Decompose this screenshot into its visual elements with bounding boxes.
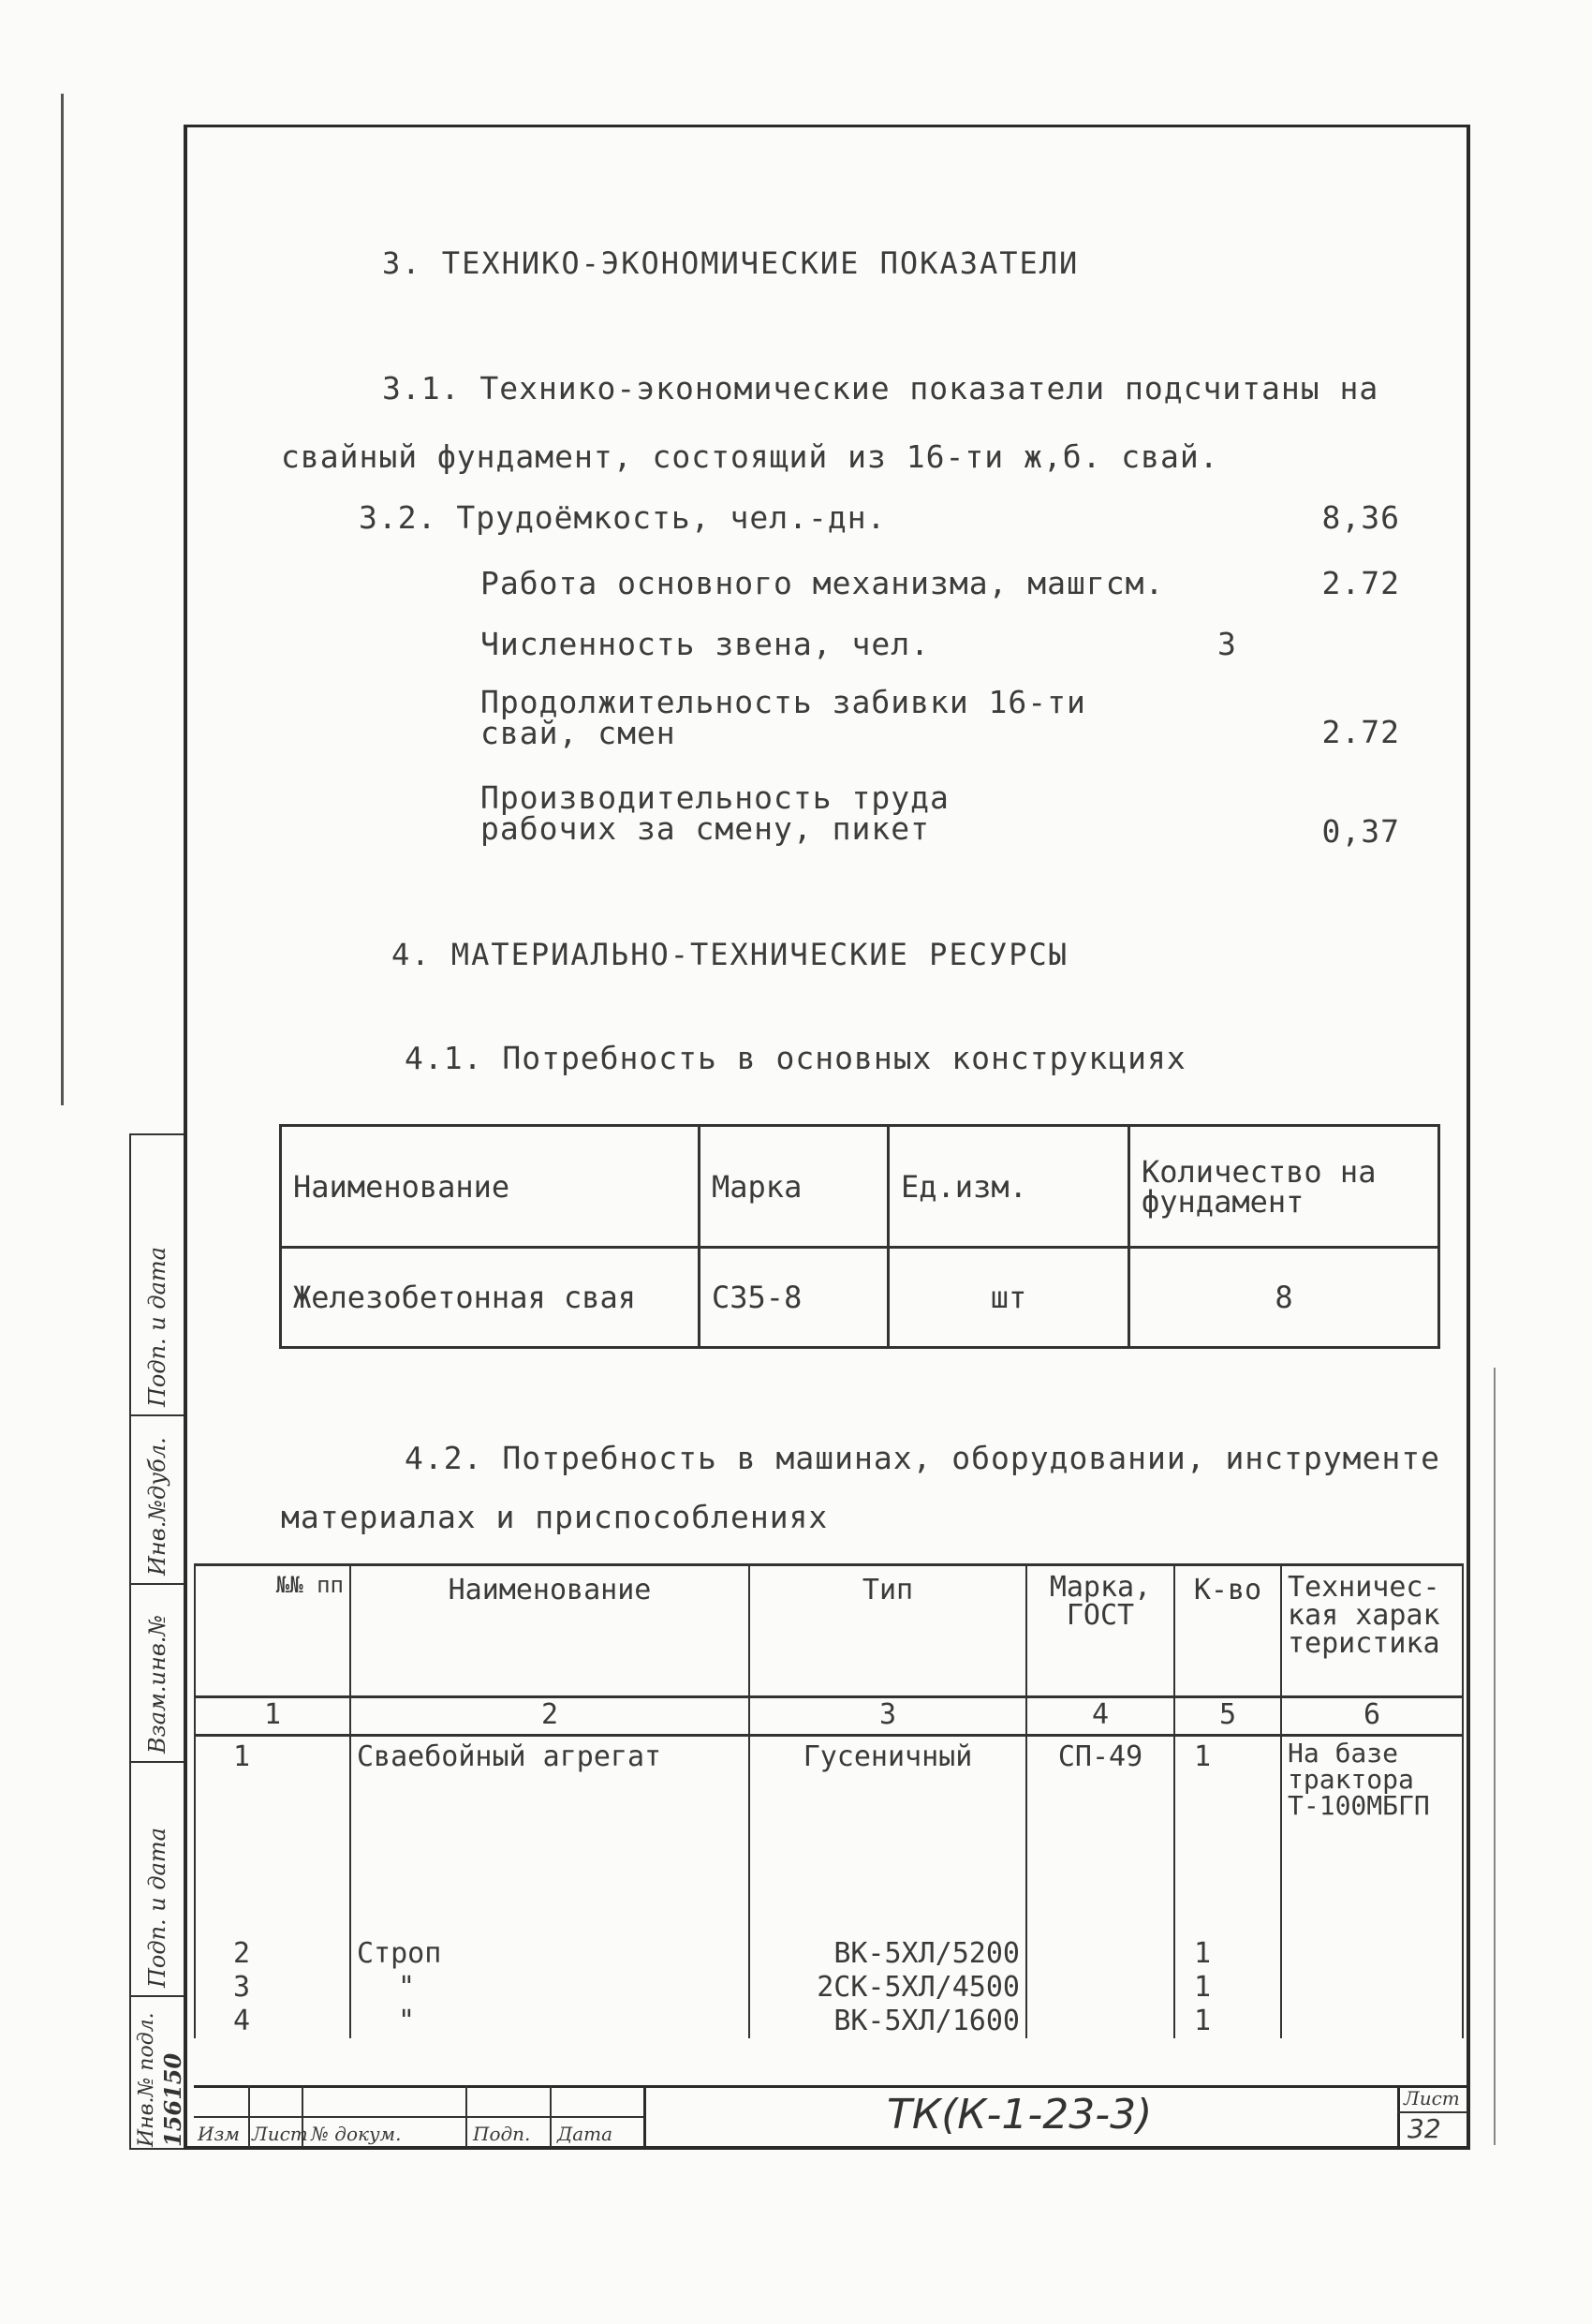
- table-cell: СП-49: [1026, 1736, 1174, 1938]
- constructions-table: [279, 1124, 1440, 1349]
- column-number: 2: [350, 1697, 749, 1736]
- indicator-label: Производительность труда рабочих за смену, пикет: [480, 779, 950, 847]
- table-row: [281, 1248, 1439, 1348]
- footer-label: № докум.: [311, 2123, 402, 2145]
- section-4-1-heading: 4.1. Потребность в основных конструкциях: [405, 1040, 1187, 1076]
- table-row: [195, 2005, 1463, 2038]
- table-cell: На базе трактора Т-100МБГП: [1281, 1736, 1463, 1938]
- indicator-label: Продолжительность забивки 16-ти свай, смен: [480, 684, 1086, 751]
- footer-label: Подп.: [473, 2123, 531, 2145]
- indicator-value: 3: [1217, 626, 1237, 662]
- table-cell: [1281, 1971, 1463, 2005]
- table-cell: Гусеничный: [749, 1736, 1026, 1938]
- table-header-cell: Наименование: [281, 1126, 700, 1248]
- table-cell: 2: [195, 1937, 350, 1971]
- table-cell: 1: [1174, 1937, 1281, 1971]
- indicator-value: 8,36: [1321, 499, 1400, 536]
- side-label: Инв.№ подл.: [135, 2012, 158, 2147]
- table-header-cell: Ед.изм.: [889, 1126, 1129, 1248]
- indicator-value: 2.72: [1321, 565, 1400, 601]
- indicator-value: 2.72: [1321, 714, 1400, 750]
- table-cell: ВК-5ХЛ/5200: [749, 1937, 1026, 1971]
- table-cell: шт: [889, 1248, 1129, 1348]
- title-block: [194, 2085, 1467, 2147]
- table-cell: 1: [1174, 1971, 1281, 2005]
- table-cell: 1: [1174, 2005, 1281, 2038]
- section-4-2-heading-line2: материалах и приспособлениях: [281, 1499, 829, 1535]
- table-header-cell: Марка: [700, 1126, 889, 1248]
- column-number: 5: [1174, 1697, 1281, 1736]
- table-cell: Строп: [350, 1937, 749, 1971]
- table-header-cell: Техничес-кая харак теристика: [1281, 1565, 1463, 1697]
- table-cell: 4: [195, 2005, 350, 2038]
- section-3-paragraph-line2: свайный фундамент, состоящий из 16-ти ж,б. свай.: [281, 438, 1219, 475]
- sheet-number: 32: [1408, 2113, 1441, 2144]
- table-cell: 1: [195, 1736, 350, 1938]
- table-header-row: [195, 1565, 1463, 1697]
- table-cell: 1: [1174, 1736, 1281, 1938]
- section-3-title: 3. ТЕХНИКО-ЭКОНОМИЧЕСКИЕ ПОКАЗАТЕЛИ: [382, 245, 1080, 281]
- table-row: [195, 1971, 1463, 2005]
- table-cell: [1281, 1937, 1463, 1971]
- inventory-number: 156150: [159, 2052, 186, 2147]
- section-3-paragraph-line1: 3.1. Технико-экономические показатели подсчитаны на: [382, 370, 1379, 407]
- table-cell: 2СК-5ХЛ/4500: [749, 1971, 1026, 2005]
- table-header-cell: Тип: [749, 1565, 1026, 1697]
- column-number: 6: [1281, 1697, 1463, 1736]
- table-cell: С35-8: [700, 1248, 889, 1348]
- table-cell: [1026, 2005, 1174, 2038]
- table-cell: [1026, 1937, 1174, 1971]
- table-cell: 8: [1129, 1248, 1439, 1348]
- equipment-table: [194, 1563, 1464, 2038]
- table-header-cell: №№ пп: [195, 1565, 350, 1697]
- table-cell: ВК-5ХЛ/1600: [749, 2005, 1026, 2038]
- table-cell: Железобетонная свая: [281, 1248, 700, 1348]
- table-header-cell: Наименование: [350, 1565, 749, 1697]
- indicator-value: 0,37: [1321, 813, 1400, 850]
- table-header-cell: К-во: [1174, 1565, 1281, 1697]
- right-margin-line: [1494, 1368, 1496, 2145]
- column-number: 4: [1026, 1697, 1174, 1736]
- section-4-2-heading-line1: 4.2. Потребность в машинах, оборудовании, инструменте: [405, 1440, 1440, 1476]
- footer-label: Лист: [252, 2123, 308, 2145]
- side-label: Подп. и дата: [144, 1828, 170, 1988]
- indicator-label: 3.2. Трудоёмкость, чел.-дн.: [359, 499, 887, 536]
- side-label: Подп. и дата: [144, 1247, 170, 1407]
- footer-label: Дата: [557, 2123, 613, 2145]
- table-cell: 3: [195, 1971, 350, 2005]
- table-cell: [1026, 1971, 1174, 2005]
- document-code: ТК(К-1-23-3): [887, 2091, 1153, 2139]
- table-header-cell: Марка, ГОСТ: [1026, 1565, 1174, 1697]
- table-header-row: [281, 1126, 1439, 1248]
- table-row: [195, 1736, 1463, 1938]
- table-column-numbers-row: [195, 1697, 1463, 1736]
- indicator-label: Численность звена, чел.: [480, 626, 930, 662]
- footer-label: Изм: [198, 2123, 240, 2145]
- table-header-cell: Количество на фундамент: [1129, 1126, 1439, 1248]
- table-cell: ": [350, 2005, 749, 2038]
- binding-line: [61, 94, 64, 1105]
- side-approval-strip: [129, 1133, 184, 2150]
- section-4-title: 4. МАТЕРИАЛЬНО-ТЕХНИЧЕСКИЕ РЕСУРСЫ: [391, 937, 1069, 972]
- table-cell: ": [350, 1971, 749, 2005]
- table-cell: [1281, 2005, 1463, 2038]
- column-number: 1: [195, 1697, 350, 1736]
- table-row: [195, 1937, 1463, 1971]
- sheet-label: Лист: [1404, 2087, 1460, 2109]
- side-label: Взам.инв.№: [144, 1614, 170, 1754]
- indicator-label: Работа основного механизма, машгсм.: [480, 565, 1165, 601]
- table-cell: Сваебойный агрегат: [350, 1736, 749, 1938]
- column-number: 3: [749, 1697, 1026, 1736]
- side-label: Инв.№дубл.: [144, 1437, 170, 1576]
